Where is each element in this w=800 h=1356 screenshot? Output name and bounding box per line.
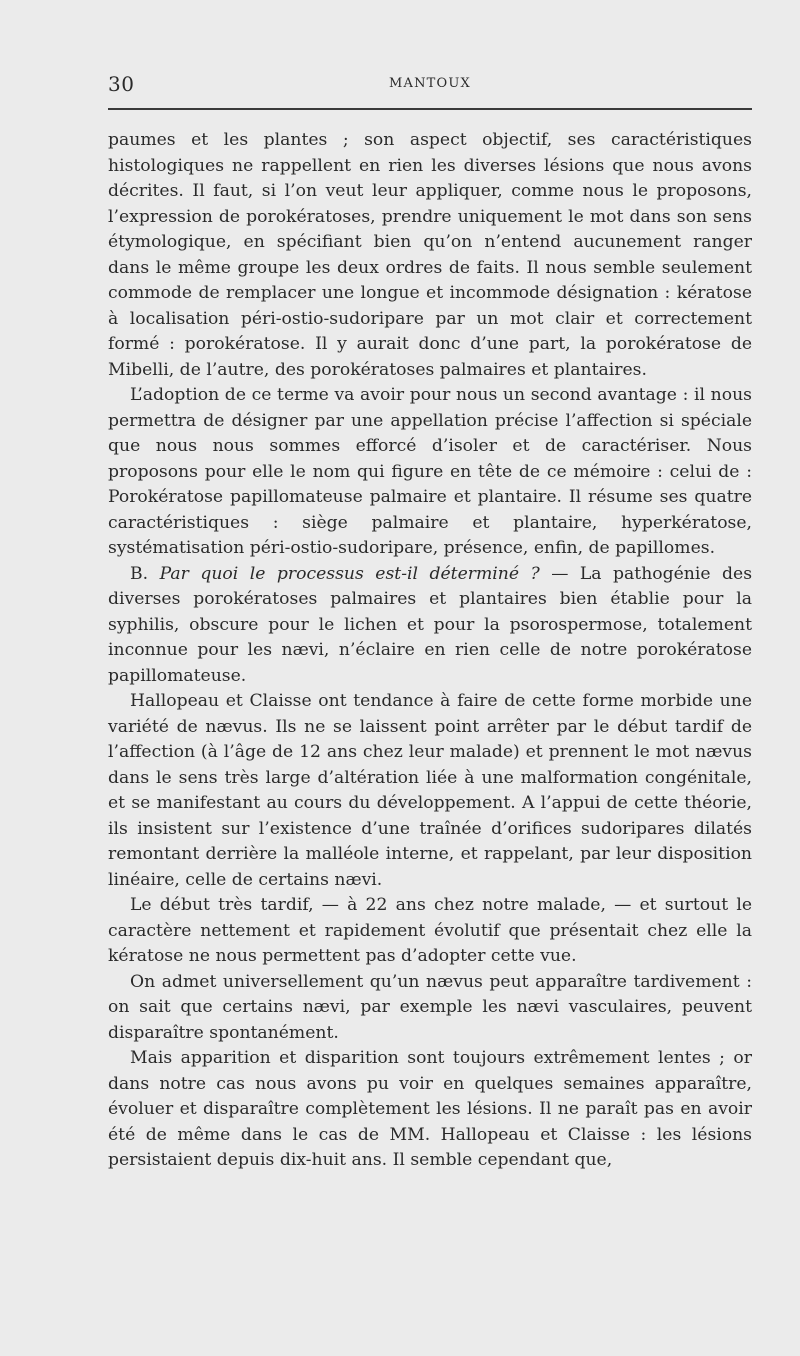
paragraph-section-b	[108, 562, 752, 690]
page-number: 30	[108, 72, 135, 96]
paragraph: L’adoption de ce terme va avoir pour nous un second avantage : il nous permettra de désigner par une appellation précise l’affection si spéciale que nous nous sommes efforcé d’isoler et de caractériser. Nous proposons pour elle le nom qui figure en tête de ce mémoire : celui de : Porokératose papillomateuse palmaire et plantaire. Il résume ses quatre caractéristiques : siège palmaire et plantaire, hyperkératose, systématisation péri-ostio-sudoripare, présence, enfin, de papillomes.	[108, 385, 752, 558]
paragraph: Le début très tardif, — à 22 ans chez notre malade, — et surtout le caractère nettement et rapidement évolutif que présentait chez elle la kératose ne nous permettent pas d’adopter cette vue.	[108, 895, 752, 966]
running-title: MANTOUX	[388, 76, 471, 91]
section-question: Par quoi le processus est-il déterminé ?	[159, 563, 540, 584]
page-header	[108, 72, 752, 102]
body-text	[108, 128, 752, 1174]
section-text: — La pathogénie des diverses porokératoses palmaires et plantaires bien établie pour la syphilis, obscure pour le lichen et pour la psorospermose, totalement inconnue pour les nævi, n’éclaire en rien celle de notre porokératose papillomateuse.	[108, 563, 753, 686]
paragraph: paumes et les plantes ; son aspect objectif, ses caractéristiques histologiques ne rappellent en rien les diverses lésions que nous avons décrites. Il faut, si l’on veut leur appliquer, comme nous le proposons, l’expression de porokératoses, prendre uniquement le mot dans son sens étymologique, en spécifiant bien qu’on n’entend aucunement ranger dans le même groupe les deux ordres de faits. Il nous semble seulement commode de remplacer une longue et incommode désignation : kératose à localisation péri-ostio-sudoripare par un mot clair et correctement formé : porokératose. Il y aurait donc d’une part, la porokératose de Mibelli, de l’autre, des porokératoses palmaires et plantaires.	[108, 130, 752, 380]
paragraph: On admet universellement qu’un nævus peut apparaître tardivement : on sait que certains nævi, par exemple les nævi vasculaires, peuvent disparaître spontanément.	[108, 971, 752, 1043]
paragraph: Hallopeau et Claisse ont tendance à faire de cette forme morbide une variété de nævus. Ils ne se laissent point arrêter par le début tardif de l’affection (à l’âge de 12 ans chez leur malade) et prennent le mot nævus dans le sens très large d’altération liée à une malformation congénitale, et se manifestant au cours du développement. A l’appui de cette théorie, ils insistent sur l’existence d’une traînée d’orifices sudoripares dilatés remontant derrière la malléole interne, et rappelant, par leur disposition linéaire, celle de certains nævi.	[108, 691, 752, 890]
section-label: B.	[130, 563, 149, 584]
paragraph: Mais apparition et disparition sont toujours extrêmement lentes ; or dans notre cas nous avons pu voir en quelques semaines apparaître, évoluer et disparaître complètement les lésions. Il ne paraît pas en avoir été de même dans le cas de MM. Hallopeau et Claisse : les lésions persistaient depuis dix-huit ans. Il semble cependant que,	[108, 1048, 752, 1170]
header-rule	[108, 108, 752, 110]
